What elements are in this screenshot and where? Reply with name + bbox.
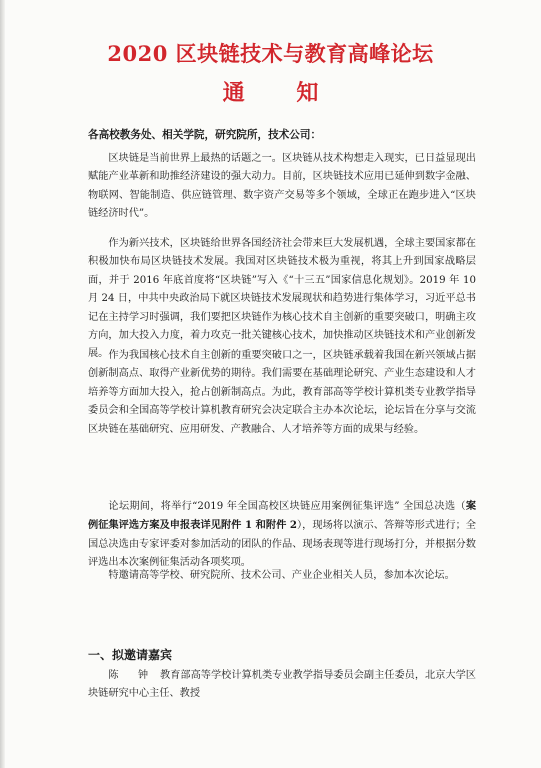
page-edge-shadow: [0, 0, 5, 768]
paragraph-1: [88, 150, 476, 224]
paragraph-5: [88, 567, 476, 585]
salutation: 各高校教务处、相关学院，研究院所，技术公司：: [88, 129, 322, 141]
paragraph-2: [88, 235, 476, 364]
paragraph-3-text: 作为我国核心技术自主创新的重要突破口之一，区块链承载着我国在新兴领域占据创新制高点、取得产业新优势的期待。我们需要在基础理论研究、产业生态建设和人才培养等方面加大投入，抢占创新制高点。为此，教育部高等学校计算机类专业教学指导委员会和全国高等学校计算机教育研究会决定联合主办本次论坛，论坛旨在分享与交流区块链在基础研究、应用研发、产教融合、人才培养等方面的成果与经验。: [88, 350, 476, 435]
paragraph-5-text: 特邀请高等学校、研究院所、技术公司、产业企业相关人员，参加本次论坛。: [108, 570, 455, 581]
paragraph-1-text: 区块链是当前世界上最热的话题之一。区块链从技术构想走入现实，已日益显现出赋能产业革新和助推经济建设的强大动力。目前，区块链技术应用已延伸到数字金融、物联网、智能制造、供应链管理、数字资产交易等多个领域，全球正在跑步进入“区块链经济时代”。: [88, 153, 476, 220]
paragraph-4-text: [88, 497, 476, 573]
paragraph-4-bold-note: 案例征集评选方案及申报表详见附件 1 和附件 2: [88, 500, 476, 532]
invitee-entry: [88, 667, 476, 704]
invitee-name: 陈 钟: [108, 670, 157, 681]
paragraph-4: [88, 497, 476, 573]
paragraph-4-part-1: 论坛期间，将举行“2019 年全国高校区块链应用案例征集评选” 全国总决选（: [108, 501, 466, 512]
invitee-description: 教育部高等学校计算机类专业教学指导委员会副主任委员，北京大学区块链研究中心主任、教授: [88, 670, 476, 700]
invitee-text: [88, 667, 476, 704]
document-title: 2020 区块链技术与教育高峰论坛: [107, 41, 434, 66]
section-heading-invitees: 一、拟邀请嘉宾: [88, 648, 173, 662]
paragraph-2-text: 作为新兴技术，区块链给世界各国经济社会带来巨大发展机遇，全球主要国家都在积极加快布局区块链技术发展。我国对区块链技术极为重视，将其上升到国家战略层面，并于 2016 年底首度将“区块链”写入《“十三五”国家信息化规划》。2019 年 10 月 24 日，中共中央政治局下就区块链技术发展现状和趋势进行集体学习，习近平总书记在主持学习时强调，我们要把区块链作为核心技术自主创新的重要突破口，明确主攻方向，加大投入力度，着力攻克一批关键核心技术，加快推动区块链技术和产业创新发展。: [88, 238, 476, 360]
paragraph-4-part-2: ），现场将以演示、答辩等形式进行；全国总决选由专家评委对参加活动的团队的作品、现场表现等进行现场打分，并根据分数评选出本次案例征集活动各项奖项。: [88, 520, 476, 569]
paragraph-3: [88, 347, 476, 439]
document-subtitle: 通 知: [222, 80, 341, 106]
